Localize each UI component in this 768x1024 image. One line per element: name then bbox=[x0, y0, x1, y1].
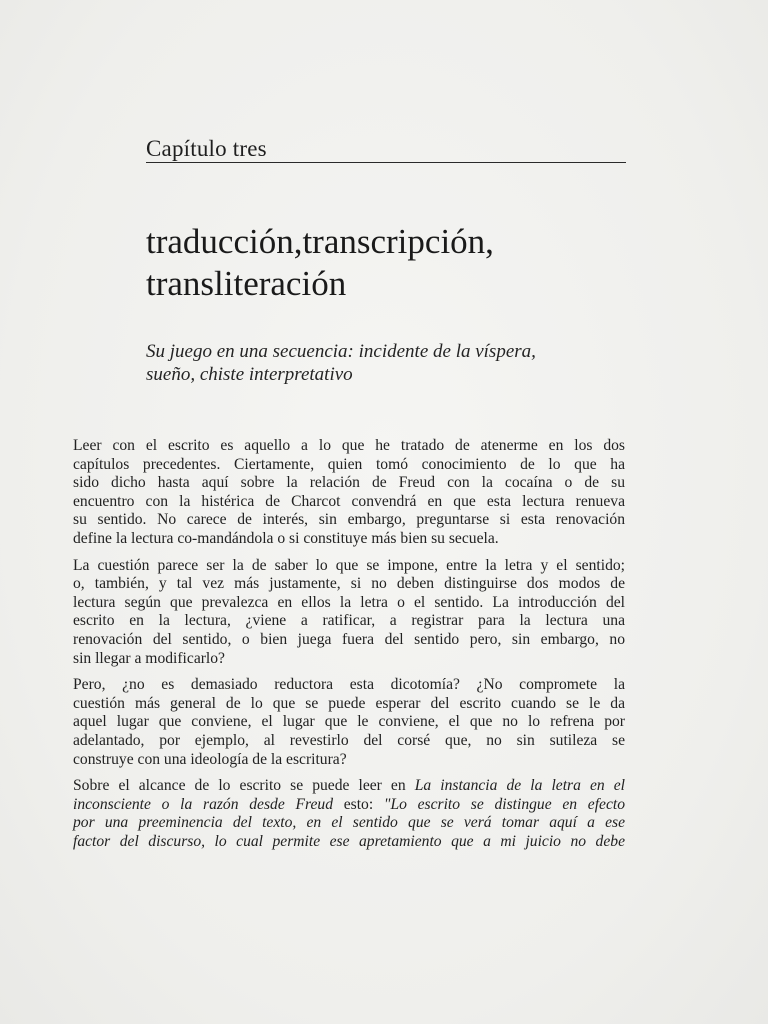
text-line: capítulos precedentes. Ciertamente, quien tomó conocimiento de lo que ha bbox=[73, 455, 625, 473]
text-line: Pero, ¿no es demasiado reductora esta dicotomía? ¿No compromete la bbox=[73, 676, 625, 694]
paragraph-2 bbox=[73, 557, 625, 669]
book-title: La instancia de la letra en el bbox=[414, 777, 626, 795]
text-run: esto: bbox=[333, 795, 384, 813]
text-run: Sobre el alcance de lo escrito se puede leer en bbox=[73, 777, 415, 795]
paragraph-1 bbox=[73, 437, 625, 549]
subtitle-line: sueño, chiste interpretativo bbox=[146, 364, 353, 385]
paragraph-4 bbox=[73, 777, 625, 851]
text-line: sin llegar a modificarlo? bbox=[73, 649, 225, 667]
text-line: o, también, y tal vez más justamente, si no deben distinguirse dos modos de bbox=[73, 575, 625, 593]
text-line bbox=[73, 796, 625, 815]
text-line: lectura según que prevalezca en ellos la letra o el sentido. La introducción del bbox=[73, 593, 625, 611]
chapter-subtitle bbox=[146, 340, 646, 386]
chapter-title-line: transliteración bbox=[146, 264, 347, 303]
subtitle-line: Su juego en una secuencia: incidente de la víspera, bbox=[146, 341, 536, 362]
text-line: encuentro con la histérica de Charcot convendrá en que esta lectura renueva bbox=[73, 492, 625, 510]
text-line: Leer con el escrito es aquello a lo que he tratado de atenerme en los dos bbox=[73, 437, 625, 454]
chapter-title bbox=[146, 221, 666, 305]
quote-text: "Lo escrito se distingue en efecto bbox=[383, 795, 626, 813]
text-line: define la lectura co-mandándola o si constituye más bien su secuela. bbox=[73, 529, 499, 547]
text-line: sido dicho hasta aquí sobre la relación de Freud con la cocaína o de su bbox=[73, 474, 625, 492]
text-line: factor del discurso, lo cual permite ese apretamiento que a mi juicio no debe bbox=[73, 832, 625, 850]
text-line: renovación del sentido, o bien juega fuera del sentido pero, sin embargo, no bbox=[73, 630, 625, 648]
text-line: por una preeminencia del texto, en el sentido que se verá tomar aquí a ese bbox=[73, 814, 625, 832]
chapter-rule bbox=[146, 162, 626, 163]
body-text bbox=[73, 437, 625, 859]
chapter-title-line: traducción,transcripción, bbox=[146, 222, 494, 261]
text-line: La cuestión parece ser la de saber lo que se impone, entre la letra y el sentido; bbox=[73, 556, 625, 574]
text-line: su sentido. No carece de interés, sin embargo, preguntarse si esta renovación bbox=[73, 511, 625, 529]
text-line: aquel lugar que conviene, el lugar que le conviene, el que no lo refrena por bbox=[73, 713, 625, 731]
text-line: escrito en la lectura, ¿viene a ratificar, a registrar para la lectura una bbox=[73, 612, 625, 630]
text-line bbox=[73, 777, 625, 796]
paragraph-3 bbox=[73, 676, 625, 769]
text-line: adelantado, por ejemplo, al revestirlo del corsé que, no sin sutileza se bbox=[73, 731, 625, 749]
chapter-label: Capítulo tres bbox=[146, 136, 267, 161]
text-line: construye con una ideología de la escritura? bbox=[73, 750, 347, 768]
text-line: cuestión más general de lo que se puede esperar del escrito cuando se le da bbox=[73, 694, 625, 712]
book-title: inconsciente o la razón desde Freud bbox=[73, 795, 333, 813]
